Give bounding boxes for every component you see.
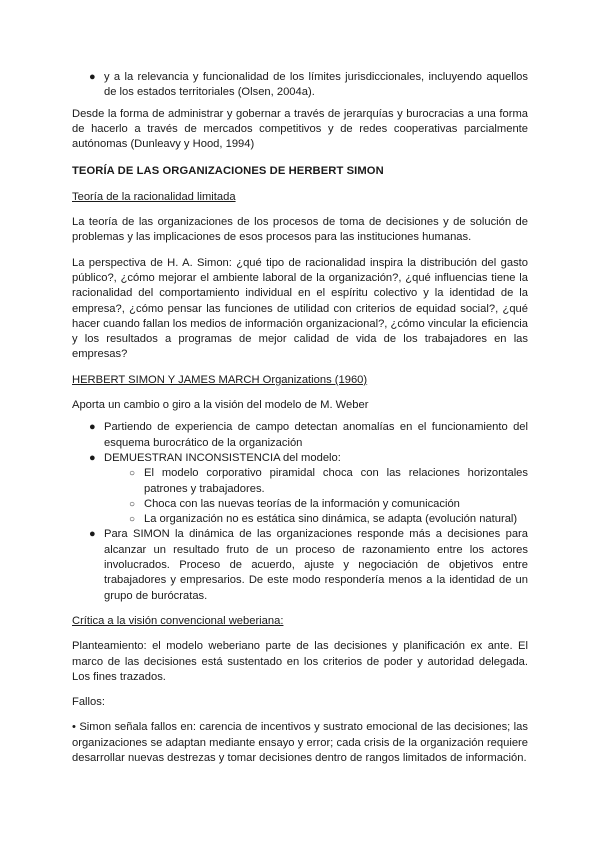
sub-list-item — [72, 466, 528, 497]
bullet-glyph: ● — [89, 528, 96, 541]
document-page — [72, 70, 528, 766]
subheading-critica: Crítica a la visión convencional weberiana: — [72, 614, 284, 627]
paragraph-aporta: Aporta un cambio o giro a la visión del modelo de M. Weber — [72, 399, 369, 412]
list-item — [72, 451, 528, 466]
list-item-text: Para SIMON la dinámica de las organizaciones responde más a decisiones para alcanzar un resultado fruto de un proceso de razonamiento entre los actores involucrados. Proceso de acuerdo, ajuste y negociación de objetivos entre trabajadores y empresarios. De este modo respondería menos a la identidad de un grupo de burócratas. — [104, 528, 528, 602]
bullet-list — [72, 420, 528, 604]
sub-bullet-glyph: ○ — [129, 514, 136, 526]
paragraph-fallos: Fallos: — [72, 696, 105, 709]
subheading-march: HERBERT SIMON Y JAMES MARCH Organizations (1960) — [72, 373, 368, 386]
section-heading: TEORÍA DE LAS ORGANIZACIONES DE HERBERT SIMON — [72, 165, 384, 178]
sub-list-item-text: El modelo corporativo piramidal choca con las relaciones horizontales patrones y trabajadores. — [144, 467, 528, 495]
list-item-text: DEMUESTRAN INCONSISTENCIA del modelo: — [104, 451, 341, 464]
paragraph-intro: Desde la forma de administrar y gobernar a través de jerarquías y burocracias a una forma de hacerlo a través de mercados competitivos y de redes cooperativas parcialmente autónomas (Dunleavy y Hood, 1994) — [72, 107, 528, 151]
sub-bullet-glyph: ○ — [129, 498, 136, 510]
sub-list-item — [72, 497, 528, 512]
sub-list-item — [72, 512, 528, 527]
list-item — [72, 527, 528, 603]
sub-list-item-text: La organización no es estática sino dinámica, se adapta (evolución natural) — [144, 513, 518, 526]
paragraph-planteamiento: Planteamiento: el modelo weberiano parte de las decisiones y planificación ex ante. El marco de las decisiones está sustentado en los criterios de poder y autoridad delegada. Los fines trazados. — [72, 640, 528, 683]
paragraph-perspectiva: La perspectiva de H. A. Simon: ¿qué tipo de racionalidad inspira la distribución del gasto público?, ¿cómo mejorar el ambiente laboral de la organización?, ¿qué influencias tiene la racionalidad del comportamiento individual en el espíritu colectivo y la identidad de la empresa?, ¿cómo pensar las funciones de utilidad con criterios de equidad social?, ¿qué hacer cuando fallan los medios de información organizacional?, ¿cómo vincular la eficiencia y los resultados a programas de mejor calidad de vida de los trabajadores en las empresas? — [72, 256, 528, 361]
list-item — [72, 70, 528, 101]
paragraph-teoria: La teoría de las organizaciones de los procesos de toma de decisiones y de solución de problemas y las implicaciones de esos procesos para las instituciones humanas. — [72, 216, 528, 244]
bullet-glyph: ● — [89, 421, 96, 434]
bullet-glyph: ● — [89, 451, 96, 464]
sub-list-item-text: Choca con las nuevas teorías de la información y comunicación — [144, 497, 460, 510]
subheading-racionalidad: Teoría de la racionalidad limitada — [72, 190, 236, 203]
paragraph-simon: • Simon señala fallos en: carencia de incentivos y sustrato emocional de las decisiones; las organizaciones se adaptan mediante ensayo y error; cada crisis de la organización requiere desarrollar nuevas destrezas y tomar decisiones dentro de rangos limitados de información. — [72, 721, 528, 764]
list-item — [72, 420, 528, 451]
bullet-text: y a la relevancia y funcionalidad de los límites jurisdiccionales, incluyendo aquellos de los estados territoriales (Olsen, 2004a). — [104, 71, 528, 99]
sub-bullet-glyph: ○ — [129, 468, 136, 480]
list-item-text: Partiendo de experiencia de campo detectan anomalías en el funcionamiento del esquema burocrático de la organización — [104, 421, 528, 449]
bullet-glyph: ● — [89, 71, 96, 83]
